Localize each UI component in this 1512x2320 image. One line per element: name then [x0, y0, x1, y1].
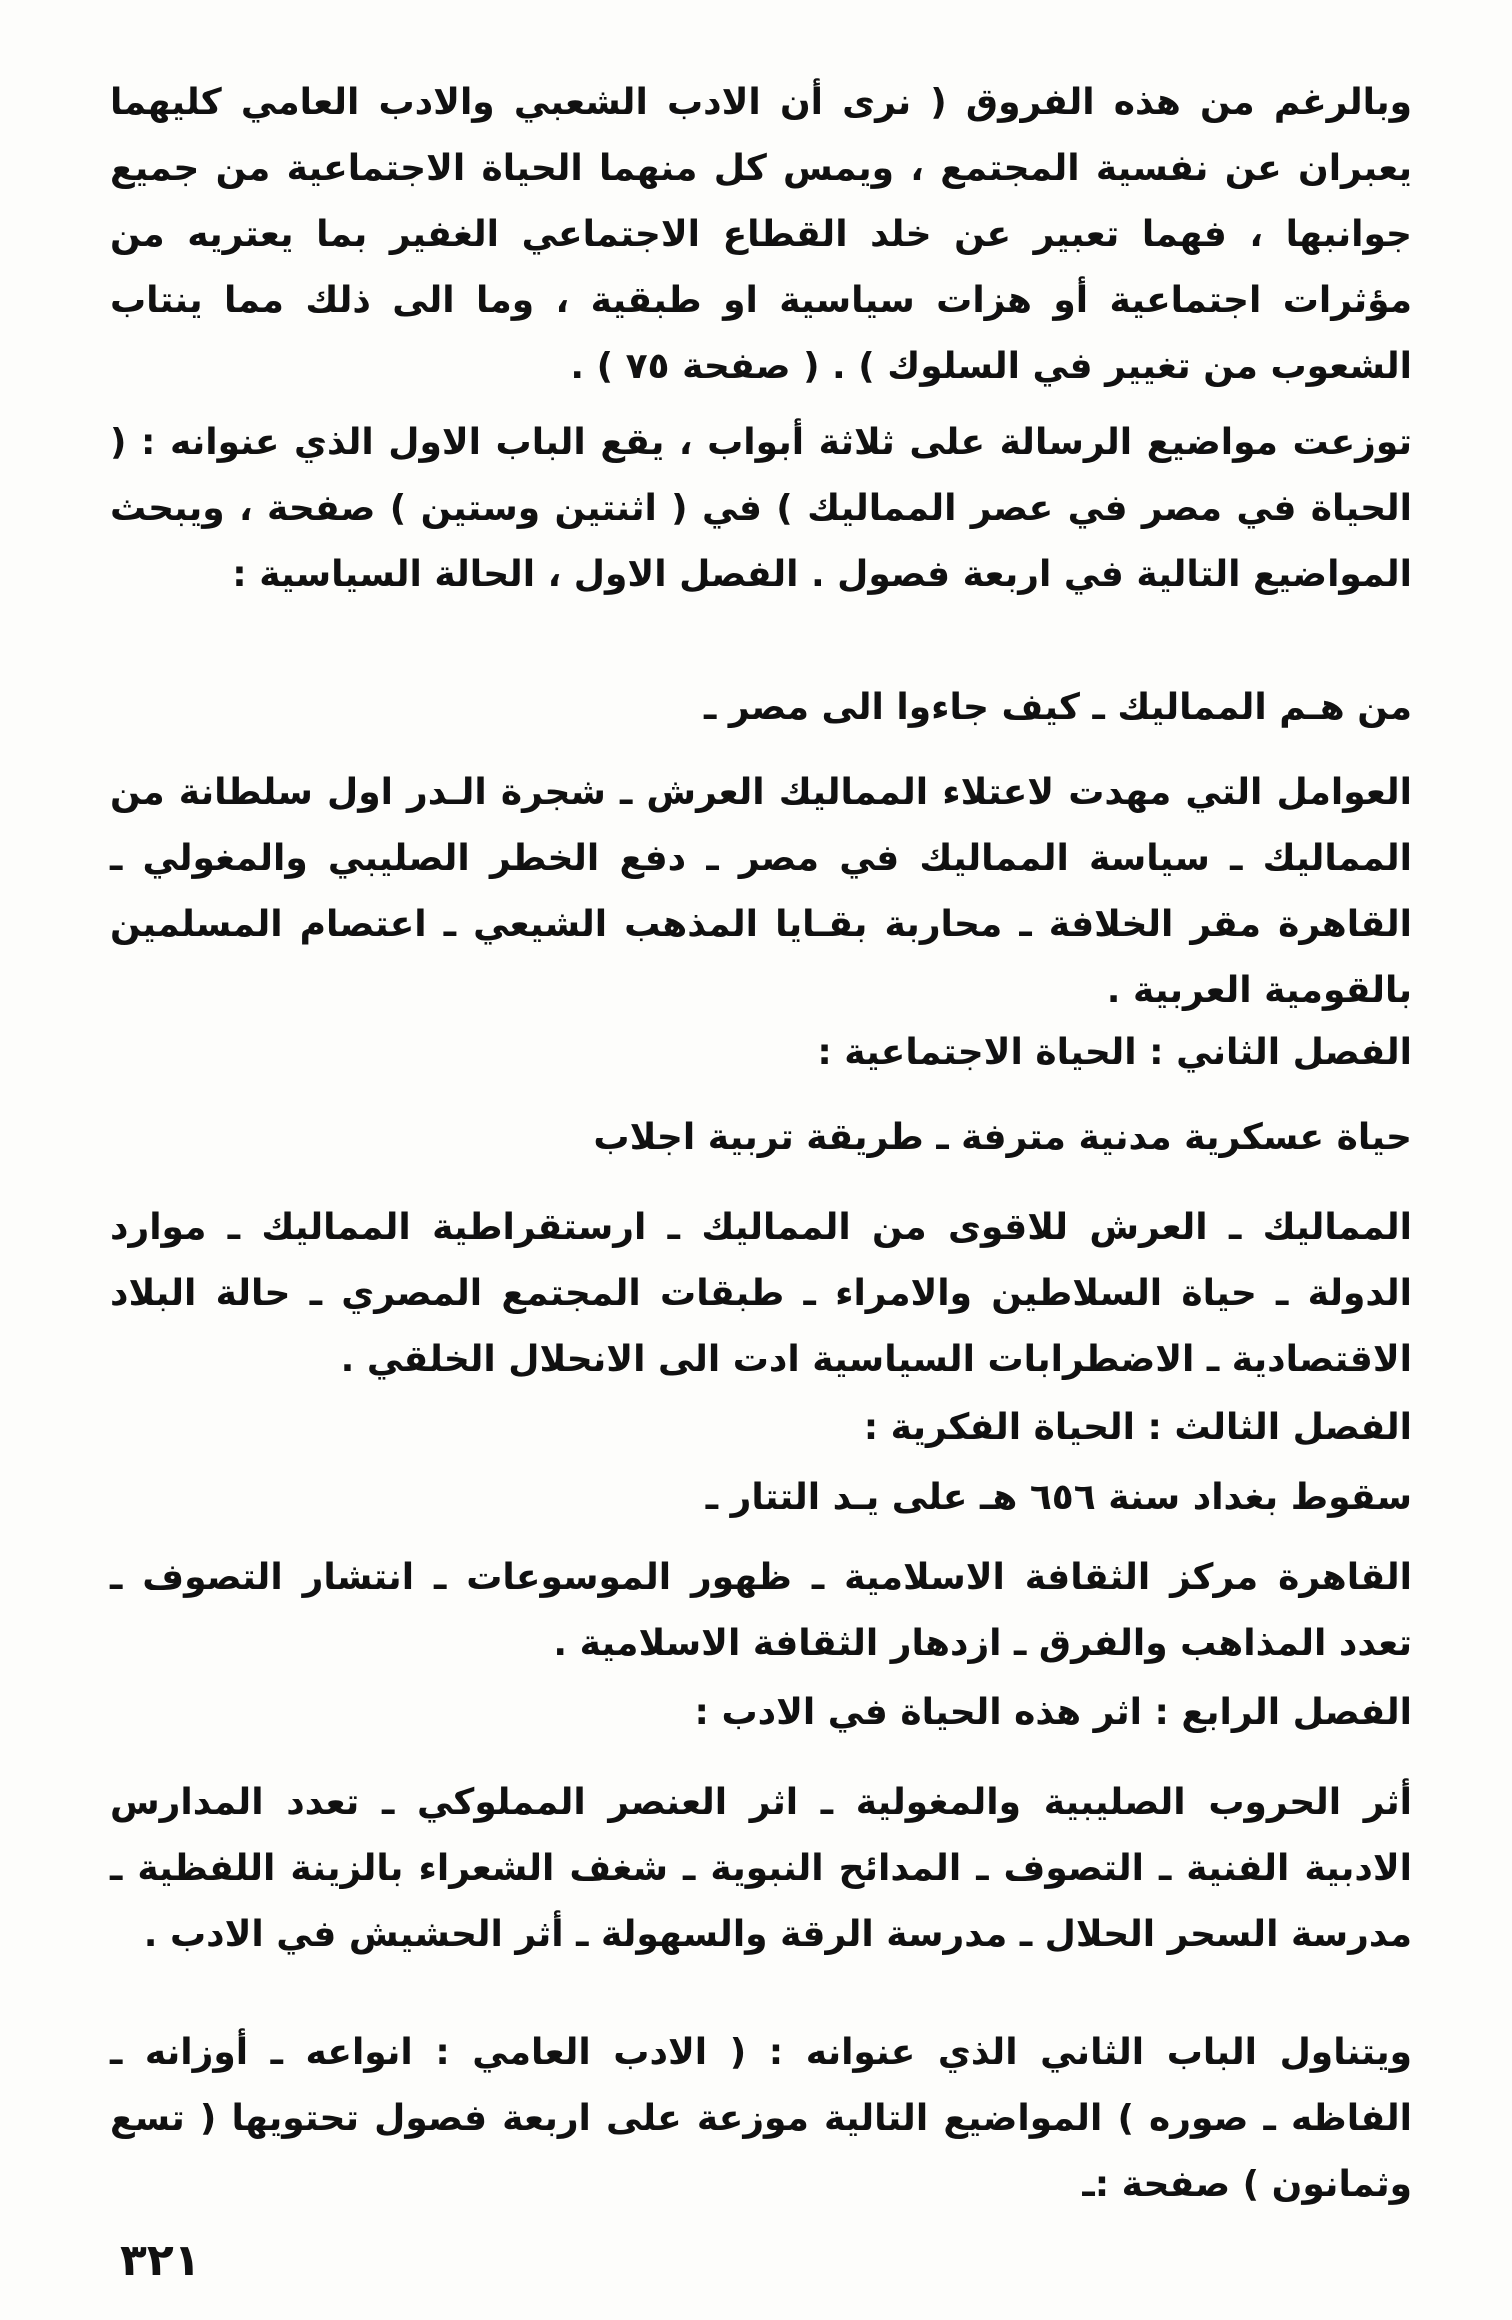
- section-intellectual-heading: [110, 1395, 1412, 1461]
- paragraph-quote: وبالرغم من هذه الفروق ( نرى أن الادب الشعبي والادب العامي كليهما يعبران عن نفسية المجتمع ، ويمس كل منهما الحياة الاجتماعية من جميع جوانبها ، فهما تعبير عن خلد القطاع الاجتماعي الغفير بما يعتريه من مؤثرات اجتماعية أو هزات سياسية او طبقية ، وما الى ذلك مما ينتاب الشعوب من تغيير في السلوك ) . ( صفحة ٧٥ ) .: [110, 82, 1412, 387]
- page-number: ٣٢١: [120, 2235, 201, 2286]
- section-social-topics: [110, 1195, 1412, 1393]
- paragraph-literature-topics: أثر الحروب الصليبية والمغولية ـ اثر العنصر المملوكي ـ تعدد المدارس الادبية الفنية ـ التصوف ـ المدائح النبوية ـ شغف الشعراء بالزينة اللفظية ـ مدرسة السحر الحلال ـ مدرسة الرقة والسهولة ـ أثر الحشيش في الادب .: [110, 1782, 1412, 1955]
- paragraph-social-topics: المماليك ـ العرش للاقوى من المماليك ـ ارستقراطية المماليك ـ موارد الدولة ـ حياة السلاطين والامراء ـ طبقات المجتمع المصري ـ حالة البلاد الاقتصادية ـ الاضطرابات السياسية ادت الى الانحلال الخلقي .: [110, 1207, 1412, 1380]
- paragraph-chapter-two: ويتناول الباب الثاني الذي عنوانه : ( الادب العامي : انواعه ـ أوزانه ـ الفاظه ـ صوره ) المواضيع التالية موزعة على اربعة فصول تحتويها ( تسع وثمانون ) صفحة :ـ: [110, 2032, 1412, 2205]
- paragraph-structure: توزعت مواضيع الرسالة على ثلاثة أبواب ، يقع الباب الاول الذي عنوانه : ( الحياة في مصر في عصر المماليك ) في ( اثنتين وستين ) صفحة ، ويبحث المواضيع التالية في اربعة فصول . الفصل الاول ، الحالة السياسية :: [110, 422, 1412, 595]
- intro-quote-paragraph: [110, 70, 1412, 400]
- section-political-topics: [110, 760, 1412, 1024]
- paragraph-baghdad-fall: سقوط بغداد سنة ٦٥٦ هـ على يـد التتار ـ: [705, 1477, 1412, 1518]
- section-intellectual-topics: [110, 1545, 1412, 1677]
- section-social-heading: [110, 1020, 1412, 1086]
- heading-social-life: الفصل الثاني : الحياة الاجتماعية :: [817, 1032, 1412, 1073]
- chapter-two-overview: [110, 2020, 1412, 2218]
- paragraph-intellectual-topics: القاهرة مركز الثقافة الاسلامية ـ ظهور الموسوعات ـ انتشار التصوف ـ تعدد المذاهب والفرق ـ ازدهار الثقافة الاسلامية .: [110, 1557, 1412, 1664]
- paragraph-political-topics: العوامل التي مهدت لاعتلاء المماليك العرش ـ شجرة الـدر اول سلطانة من المماليك ـ سياسة المماليك في مصر ـ دفع الخطر الصليبي والمغولي ـ القاهرة مقر الخلافة ـ محاربة بقـايا المذهب الشيعي ـ اعتصام المسلمين بالقومية العربية .: [110, 772, 1412, 1011]
- section-literature-heading: [110, 1680, 1412, 1746]
- section-intellectual-lead: [110, 1465, 1412, 1531]
- section-political-heading-line: [110, 675, 1412, 741]
- heading-intellectual-life: الفصل الثالث : الحياة الفكرية :: [863, 1407, 1412, 1448]
- section-literature-topics: [110, 1770, 1412, 1968]
- heading-effect-on-literature: الفصل الرابع : اثر هذه الحياة في الادب :: [694, 1692, 1412, 1733]
- chapter-one-overview: [110, 410, 1412, 608]
- paragraph-mamluks-origin: من هـم المماليك ـ كيف جاءوا الى مصر ـ: [704, 687, 1412, 728]
- section-social-lead: [110, 1105, 1412, 1171]
- paragraph-social-lead: حياة عسكرية مدنية مترفة ـ طريقة تربية اجلاب: [593, 1117, 1412, 1158]
